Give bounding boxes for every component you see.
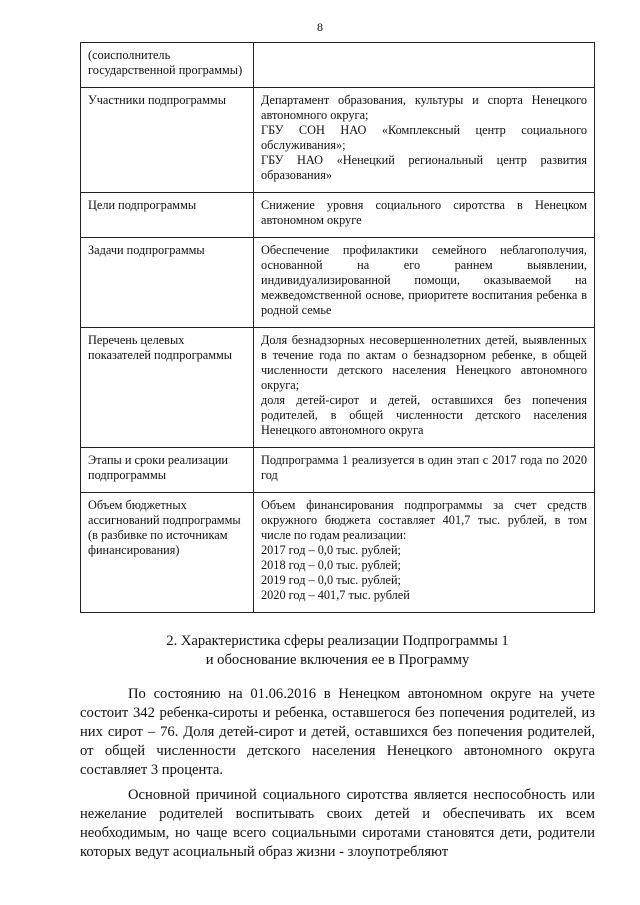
- section-heading: [80, 632, 595, 670]
- row-value: [254, 493, 595, 613]
- row-label: (соисполнитель государственной программы): [81, 43, 254, 88]
- page-number: 8: [317, 20, 323, 34]
- table-row: [81, 88, 595, 193]
- value-line: Департамент образования, культуры и спорта Ненецкого автономного округа;: [261, 93, 587, 122]
- value-line: Подпрограмма 1 реализуется в один этап с 2017 года по 2020 год: [261, 453, 587, 482]
- value-line: ГБУ НАО «Ненецкий региональный центр развития образования»: [261, 153, 587, 182]
- table-row: [81, 493, 595, 613]
- subprogram-passport-table: [80, 42, 595, 613]
- value-line: доля детей-сирот и детей, оставшихся без попечения родителей, в общей численности детского населения Ненецкого автономного округа: [261, 393, 587, 437]
- paragraph: По состоянию на 01.06.2016 в Ненецком автономном округе на учете состоит 342 ребенка-сироты и ребенка, оставшегося без попечения родителей, из них сирот – 76. Доля детей-сирот и детей, оставшихся без попечения родителей, от общей численности детского населения Ненецкого автономного округа составляет 3 процента.: [80, 686, 595, 778]
- value-line: 2020 год – 401,7 тыс. рублей: [261, 588, 410, 602]
- value-line: 2018 год – 0,0 тыс. рублей;: [261, 558, 401, 572]
- section-heading-line: и обоснование включения ее в Программу: [205, 652, 470, 668]
- value-line: 2017 год – 0,0 тыс. рублей;: [261, 543, 401, 557]
- row-value: [254, 448, 595, 493]
- value-line: Объем финансирования подпрограммы за счет средств окружного бюджета составляет 401,7 тыс. рублей, в том числе по годам реализации:: [261, 498, 587, 542]
- row-label: Задачи подпрограммы: [81, 238, 254, 328]
- paragraph: Основной причиной социального сиротства является неспособность или нежелание родителей воспитывать своих детей и обеспечивать их всем необходимым, но чаще всего социальными сиротами становятся дети, родители которых ведут асоциальный образ жизни - злоупотребляют: [80, 787, 595, 860]
- row-value: [254, 43, 595, 88]
- row-value: [254, 193, 595, 238]
- row-label: Цели подпрограммы: [81, 193, 254, 238]
- row-value: [254, 88, 595, 193]
- value-line: ГБУ СОН НАО «Комплексный центр социального обслуживания»;: [261, 123, 587, 152]
- value-line: Обеспечение профилактики семейного неблагополучия, основанной на его раннем выявлении, индивидуализированной помощи, оказываемой на межведомственной основе, приоритете воспитания ребенка в родной семье: [261, 243, 587, 317]
- table-row: [81, 193, 595, 238]
- row-label: Перечень целевых показателей подпрограммы: [81, 328, 254, 448]
- value-line: 2019 год – 0,0 тыс. рублей;: [261, 573, 401, 587]
- row-value: [254, 238, 595, 328]
- row-label: Объем бюджетных ассигнований подпрограммы (в разбивке по источникам финансирования): [81, 493, 254, 613]
- section-heading-line: 2. Характеристика сферы реализации Подпрограммы 1: [166, 633, 509, 649]
- section-body: [80, 685, 595, 868]
- table-row: [81, 43, 595, 88]
- table-row: [81, 448, 595, 493]
- row-label: Этапы и сроки реализации подпрограммы: [81, 448, 254, 493]
- row-label: Участники подпрограммы: [81, 88, 254, 193]
- row-value: [254, 328, 595, 448]
- value-line: Снижение уровня социального сиротства в Ненецком автономном округе: [261, 198, 587, 227]
- value-line: Доля безнадзорных несовершеннолетних детей, выявленных в течение года по актам о безнадзорном ребенке, в общей численности детского населения Ненецкого автономного округа;: [261, 333, 587, 392]
- table-row: [81, 328, 595, 448]
- table-row: [81, 238, 595, 328]
